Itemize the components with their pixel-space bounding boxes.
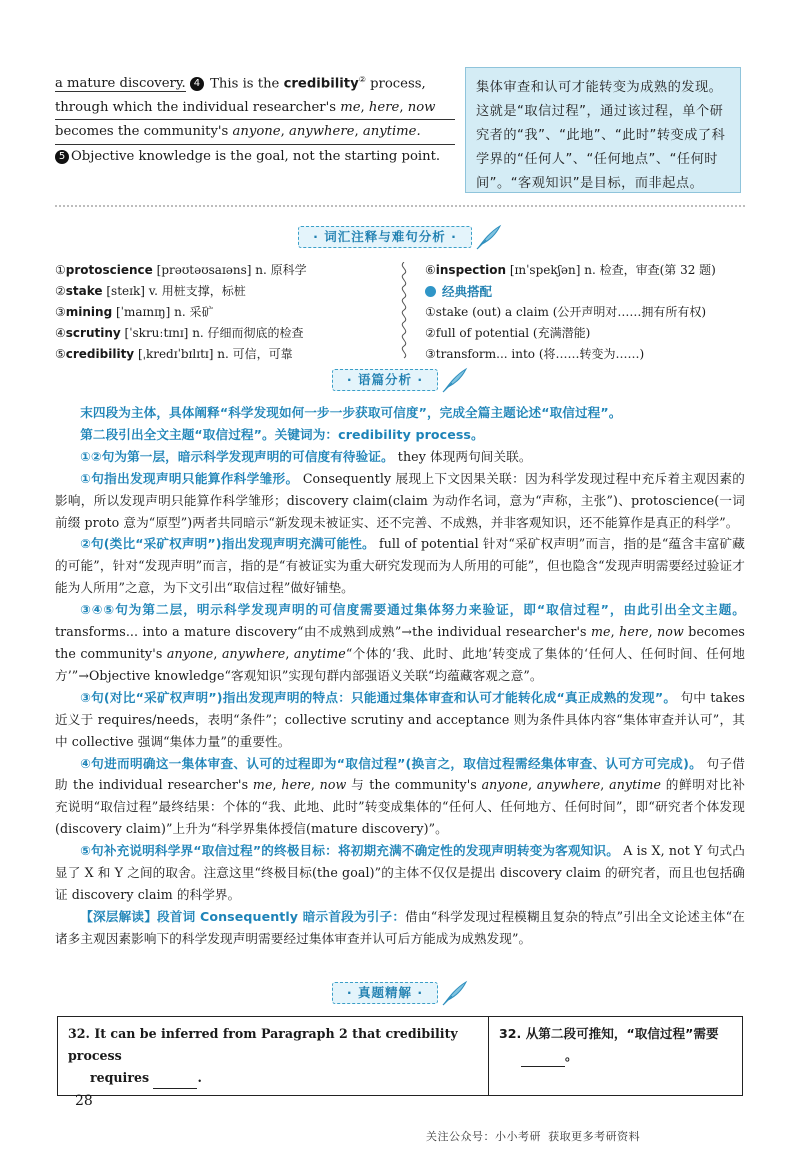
- dotted-divider: [55, 205, 745, 207]
- collocation-heading: 经典搭配: [425, 281, 755, 302]
- question-table: [57, 1016, 743, 1096]
- section-title: · 词汇注释与难句分析 ·: [298, 226, 472, 248]
- passage-italic: anyone: [232, 124, 281, 140]
- sentence-number-4: 4: [190, 77, 204, 91]
- vocab-list: [55, 260, 385, 365]
- analysis-para: ①句指出发现声明只能算作科学雏形。 Consequently 展现上下文因果关联：因为科学发现过程中充斥着主观因素的影响，所以发现声明只能算作科学雏形；discovery claim(claim 为动作名词，意为“声称，主张”)、protoscience(一词前缀 proto 意为“原型”)两者共同暗示“新发现未被证实、还不完善、不成熟，并非客观知识，还不能算作是真正的科学”。: [55, 470, 745, 530]
- passage-italic: me: [340, 99, 361, 115]
- translation-box: [465, 67, 741, 193]
- section-banner-vocab: [0, 224, 800, 250]
- collocation-item: ②full of potential (充满潜能): [425, 326, 591, 340]
- analysis-para: ⑤句补充说明科学界“取信过程”的终极目标：将初期充满不确定性的发现声明转变为客观知识。 A is X, not Y 句式凸显了 X 和 Y 之间的取舍。注意这里“终极目标(the goal)”的主体不仅仅是提出 discovery claim 的研究者，而且也包括确证 discovery claim 的科学界。: [55, 843, 745, 902]
- passage-text: a mature discovery.: [55, 76, 186, 92]
- vocab-item: ③mining [ˈmaɪnɪŋ] n. 采矿: [55, 305, 214, 319]
- analysis-para: ③句(对比“采矿权声明”)指出发现声明的特点：只能通过集体审查和认可才能转化成“真正成熟的发现”。 句中 takes 近义于 requires/needs，表明“条件”；collective scrutiny and acceptance 则为条件具体内容“集体审查并认可”，其中 collective 强调“集体力量”的重要性。: [55, 689, 745, 749]
- passage-text: Objective knowledge is the goal, not the starting point.: [71, 148, 441, 164]
- vocab-item: ⑤credibility [ˌkredɪˈbɪlɪtɪ] n. 可信，可靠: [55, 347, 293, 361]
- passage-italic: here: [368, 99, 400, 115]
- section-title: · 语篇分析 ·: [332, 369, 438, 391]
- analysis-para: ③④⑤句为第二层，明示科学发现声明的可信度需要通过集体努力来验证，即“取信过程”，由此引出全文主题。 transforms... into a mature discovery“由不成熟到成熟”→the individual researcher's me, here, now becomes the community's anyone, anywhere, anytime“个体的‘我、此时、此地’转变成了集体的‘任何人、任何时间、任何地方’”→Objective knowledge“客观知识”实现句群内部强语义关联“均蕴藏客观之意”。: [55, 602, 745, 683]
- passage-italic: anytime.: [362, 124, 421, 140]
- footer-watermark: 关注公众号：小小考研 获取更多考研资料: [426, 1130, 641, 1143]
- vocab-right-column: [425, 260, 755, 365]
- translation-line: 这就是“取信过程”，通过该过程，单个研: [476, 104, 724, 119]
- passage-excerpt: a mature discovery. 4 This is the credibility② process, through which the individual researcher's me, here, now becomes the community's anyone, anywhere, anytime. 5 Objective knowledge is the goal, not the starting point.: [55, 68, 455, 168]
- passage-text: becomes the community's: [55, 124, 229, 140]
- page-number: 28: [75, 1093, 93, 1109]
- spiral-binding-decoration: [398, 262, 410, 362]
- footnote-marker: ②: [358, 75, 366, 84]
- section-banner-exam: [0, 980, 800, 1006]
- translation-line: 间”。“客观知识”是目标，而非起点。: [476, 176, 704, 191]
- translation-line: 究者的“我”、“此地”、“此时”转变成了科: [476, 128, 726, 143]
- discourse-analysis: [55, 402, 745, 950]
- passage-text: through which the individual researcher's: [55, 99, 336, 115]
- bullet-dot-icon: [425, 286, 436, 297]
- question-english: 32. It can be inferred from Paragraph 2 that credibility process requires .: [58, 1017, 489, 1096]
- quill-pen-icon: [440, 980, 468, 1006]
- analysis-para: 【深层解读】段首词 Consequently 暗示首段为引子：借由“科学发现过程模糊且复杂的特点”引出全文论述主体“在诸多主观因素影响下的科学发现声明需要经过集体审查并认可后方能成为成熟发现”。: [55, 908, 745, 946]
- passage-italic: anywhere: [288, 124, 355, 140]
- analysis-para: ④句进而明确这一集体审查、认可的过程即为“取信过程”(换言之，取信过程需经集体审查、认可方可完成)。 句子借助 the individual researcher's me, here, now 与 the community's anyone, anywhere, anytime 的鲜明对比补充说明“取信过程”最终结果：个体的“我、此地、此时”转变成集体的“任何人、任何地方、任何时间”，即“研究者个体发现(discovery claim)”上升为“科学界集体授信(mature discovery)”。: [55, 755, 746, 837]
- analysis-para: 第二段引出全文主题“取信过程”。关键词为：credibility process。: [80, 426, 484, 442]
- quill-pen-icon: [474, 224, 502, 250]
- question-chinese: 32. 从第二段可推知，“取信过程”需要 。: [489, 1017, 743, 1096]
- section-title: · 真题精解 ·: [332, 982, 438, 1004]
- passage-italic: now: [407, 99, 436, 115]
- passage-text: This is the: [210, 76, 280, 92]
- analysis-para: 末四段为主体，具体阐释“科学发现如何一步一步获取可信度”，完成全篇主题论述“取信过程”。: [80, 405, 622, 420]
- section-banner-discourse: [0, 367, 800, 393]
- vocab-item: ②stake [steɪk] v. 用桩支撑，标桩: [55, 284, 246, 298]
- quill-pen-icon: [440, 367, 468, 393]
- translation-line: 集体审查和认可才能转变为成熟的发现。: [476, 80, 723, 95]
- vocab-item: ④scrutiny [ˈskruːtɪnɪ] n. 仔细而彻底的检查: [55, 326, 304, 340]
- answer-blank: [153, 1074, 197, 1089]
- passage-text: process,: [370, 76, 426, 92]
- collocation-item: ③transform... into (将……转变为……): [425, 347, 645, 361]
- sentence-number-5: 5: [55, 150, 69, 164]
- vocab-item: ⑥inspection [ɪnˈspekʃən] n. 检查，审查(第 32 题): [425, 263, 716, 277]
- analysis-para: ②句(类比“采矿权声明”)指出发现声明充满可能性。 full of potential 针对“采矿权声明”而言，指的是“蕴含丰富矿藏的可能”，针对“发现声明”而言，指的是“有被证实为重大研究发现而为人所用的可能”，但也隐含“发现声明需要经过验证才能为人所用”之意，为下文引出“取信过程”做好铺垫。: [55, 536, 745, 596]
- answer-blank: [521, 1052, 565, 1067]
- keyword-credibility: credibility: [283, 76, 359, 92]
- collocation-item: ①stake (out) a claim (公开声明对……拥有所有权): [425, 305, 707, 319]
- vocab-item: ①protoscience [prəʊtəʊsaɪəns] n. 原科学: [55, 263, 307, 277]
- analysis-para: ①②句为第一层，暗示科学发现声明的可信度有待验证。 they 体现两句间关联。: [80, 448, 532, 464]
- translation-line: 学界的“任何人”、“任何地点”、“任何时: [476, 152, 718, 167]
